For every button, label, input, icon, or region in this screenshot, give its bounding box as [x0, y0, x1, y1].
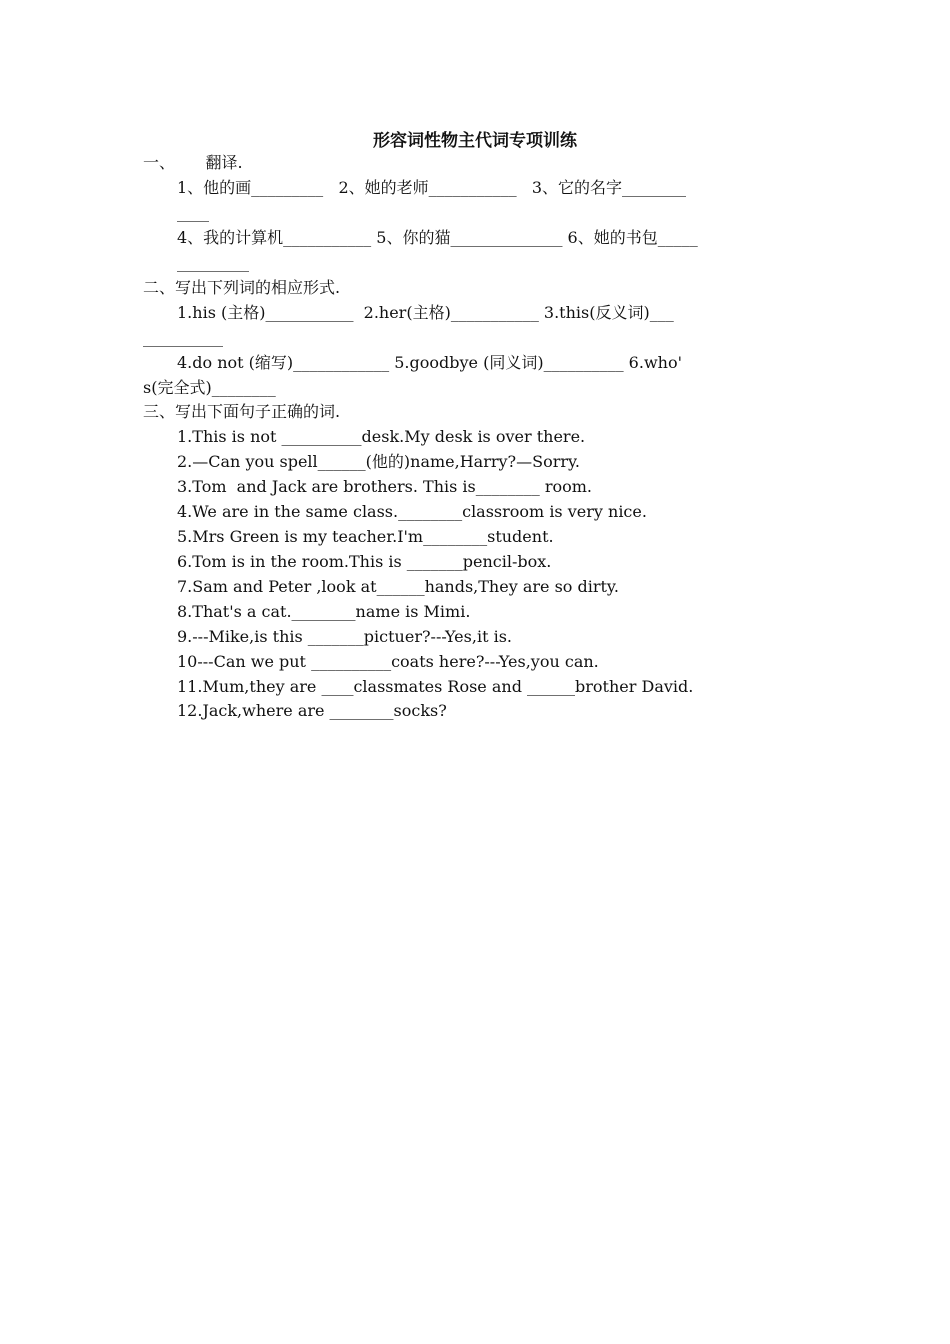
- document-title: 形容词性物主代词专项训练: [373, 131, 577, 151]
- question-7: 7.Sam and Peter ,look at______hands,They are so dirty.: [177, 577, 619, 596]
- section-1-row-1-wrap: ____: [177, 203, 209, 222]
- question-2: 2.—Can you spell______(他的)name,Harry?—Sorry.: [177, 452, 581, 471]
- section-1-row-2: 4、我的计算机___________ 5、你的猫______________ 6、她的书包_____: [177, 228, 698, 247]
- question-5: 5.Mrs Green is my teacher.I'm________student.: [177, 527, 554, 546]
- question-4: 4.We are in the same class.________classroom is very nice.: [177, 502, 647, 521]
- question-11: 11.Mum,they are ____classmates Rose and ______brother David.: [177, 677, 694, 696]
- section-1-heading: 一、 翻译.: [143, 153, 243, 172]
- question-3: 3.Tom and Jack are brothers. This is________ room.: [177, 477, 593, 496]
- question-9: 9.---Mike,is this _______pictuer?---Yes,it is.: [177, 627, 512, 646]
- section-2-heading: 二、写出下列词的相应形式.: [143, 278, 341, 297]
- section-2-row-1: 1.his (主格)___________ 2.her(主格)___________ 3.this(反义词)___: [177, 303, 674, 322]
- section-1-row-1: 1、他的画_________ 2、她的老师___________ 3、它的名字________: [177, 178, 687, 197]
- section-1-row-2-wrap: _________: [177, 253, 249, 272]
- section-2-row-2: 4.do not (缩写)____________ 5.goodbye (同义词)__________ 6.who': [177, 353, 682, 372]
- section-2-row-2-wrap: s(完全式)________: [143, 378, 276, 397]
- question-1: 1.This is not __________desk.My desk is over there.: [177, 427, 586, 446]
- section-2-row-1-wrap: __________: [143, 328, 223, 347]
- question-8: 8.That's a cat.________name is Mimi.: [177, 602, 471, 621]
- question-10: 10---Can we put __________coats here?---Yes,you can.: [177, 652, 599, 671]
- question-6: 6.Tom is in the room.This is _______pencil-box.: [177, 552, 552, 571]
- question-12: 12.Jack,where are ________socks?: [177, 701, 447, 720]
- section-3-heading: 三、写出下面句子正确的词.: [143, 402, 341, 421]
